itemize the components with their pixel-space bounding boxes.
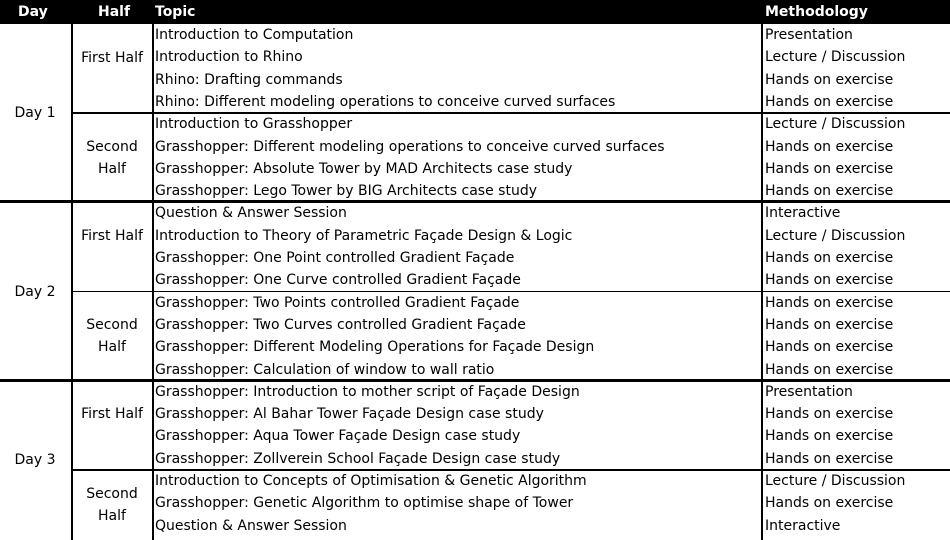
topic-cell: Introduction to Theory of Parametric Façade Design & Logic [155, 227, 573, 244]
methodology-cell: Hands on exercise [765, 93, 894, 110]
topic-cell: Introduction to Concepts of Optimisation & Genetic Algorithm [155, 473, 587, 489]
topic-cell: Question & Answer Session [155, 517, 347, 534]
header-methodology: Methodology [765, 4, 868, 20]
methodology-cell: Interactive [765, 517, 841, 534]
topic-cell: Grasshopper: Two Points controlled Gradient Façade [155, 294, 520, 311]
topic-cell: Grasshopper: Aqua Tower Façade Design case study [155, 428, 521, 445]
topic-cell: Grasshopper: Zollverein School Façade Design case study [155, 450, 561, 467]
methodology-cell: Hands on exercise [765, 428, 894, 445]
header-day: Day [18, 4, 48, 20]
topic-cell: Grasshopper: Different Modeling Operations for Façade Design [155, 339, 595, 356]
methodology-cell: Hands on exercise [765, 495, 894, 512]
methodology-cell: Hands on exercise [765, 361, 894, 378]
methodology-cell: Lecture / Discussion [765, 227, 906, 244]
topic-cell: Grasshopper: Lego Tower by BIG Architects case study [155, 183, 537, 200]
methodology-cell: Hands on exercise [765, 250, 894, 266]
half-label: First Half [81, 228, 143, 244]
methodology-cell: Presentation [765, 27, 853, 43]
methodology-cell: Hands on exercise [765, 450, 894, 467]
topic-cell: Grasshopper: Absolute Tower by MAD Architects case study [155, 160, 573, 177]
header-row [0, 0, 950, 24]
topic-cell: Question & Answer Session [155, 205, 347, 222]
half-label: Second Half [86, 317, 138, 356]
methodology-cell: Presentation [765, 383, 853, 400]
methodology-cell: Hands on exercise [765, 316, 894, 333]
half-label: First Half [81, 49, 143, 66]
column-divider [152, 24, 154, 540]
column-divider [761, 24, 763, 540]
methodology-cell: Hands on exercise [765, 294, 894, 311]
header-half: Half [98, 4, 131, 20]
topic-cell: Grasshopper: One Curve controlled Gradient Façade [155, 272, 521, 289]
topic-cell: Introduction to Computation [155, 27, 354, 43]
methodology-cell: Hands on exercise [765, 339, 894, 356]
half-label: Second Half [86, 138, 138, 177]
topic-cell: Introduction to Rhino [155, 49, 303, 66]
methodology-cell: Lecture / Discussion [765, 49, 906, 66]
methodology-cell: Hands on exercise [765, 406, 894, 423]
half-label: First Half [81, 406, 143, 423]
topic-cell: Grasshopper: Different modeling operations to conceive curved surfaces [155, 138, 665, 155]
topic-cell: Grasshopper: Calculation of window to wall ratio [155, 361, 495, 378]
methodology-cell: Lecture / Discussion [765, 116, 906, 133]
topic-cell: Introduction to Grasshopper [155, 116, 353, 133]
header-topic: Topic [155, 4, 196, 20]
methodology-cell: Hands on exercise [765, 71, 894, 88]
methodology-cell: Lecture / Discussion [765, 473, 906, 489]
topic-cell: Grasshopper: Al Bahar Tower Façade Design case study [155, 406, 544, 423]
topic-cell: Rhino: Drafting commands [155, 71, 343, 88]
topic-cell: Grasshopper: Genetic Algorithm to optimise shape of Tower [155, 495, 574, 512]
day-label: Day 1 [14, 105, 56, 122]
topic-cell: Grasshopper: Introduction to mother script of Façade Design [155, 383, 580, 400]
methodology-cell: Interactive [765, 205, 841, 222]
topic-cell: Grasshopper: Two Curves controlled Gradient Façade [155, 316, 526, 333]
topic-cell: Rhino: Different modeling operations to conceive curved surfaces [155, 93, 616, 110]
half-label: Second Half [86, 486, 138, 524]
day-label: Day 3 [14, 452, 56, 469]
column-divider [71, 24, 73, 540]
methodology-cell: Hands on exercise [765, 160, 894, 177]
day-label: Day 2 [14, 283, 56, 300]
methodology-cell: Hands on exercise [765, 138, 894, 155]
methodology-cell: Hands on exercise [765, 183, 894, 200]
topic-cell: Grasshopper: One Point controlled Gradient Façade [155, 250, 515, 266]
methodology-cell: Hands on exercise [765, 272, 894, 289]
